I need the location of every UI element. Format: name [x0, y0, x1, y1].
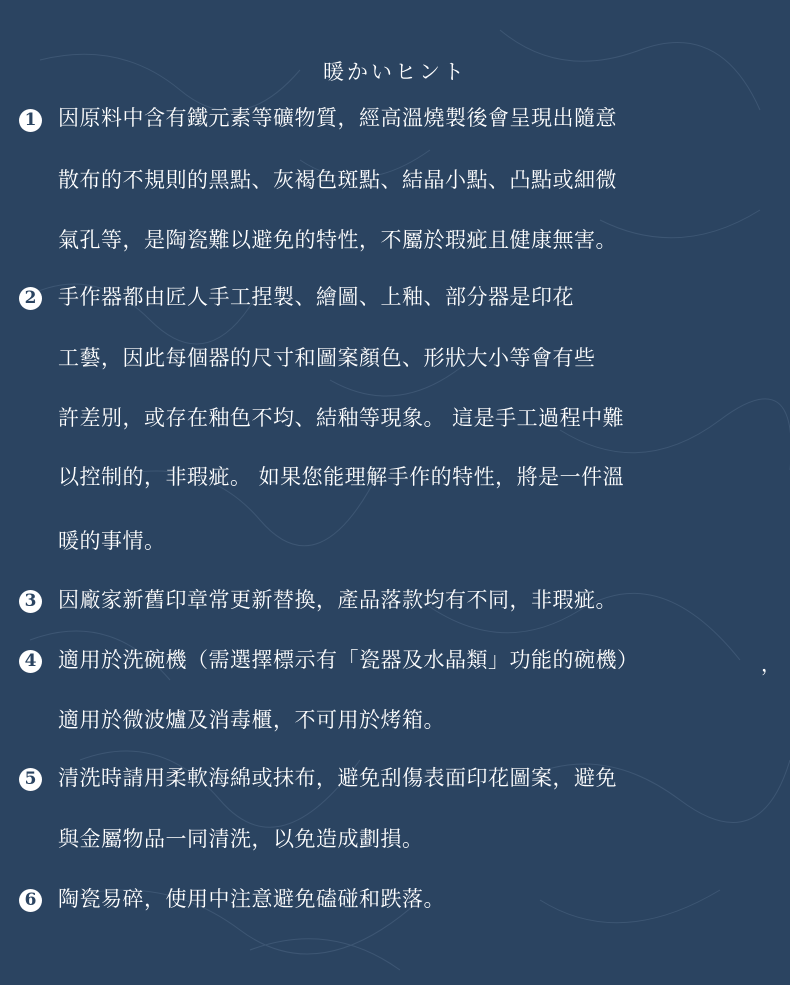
item-5-line-2: 與金屬物品一同清洗，以免造成劃損。	[58, 827, 424, 851]
item-1-line-3: 氣孔等，是陶瓷難以避免的特性，不屬於瑕疵且健康無害。	[58, 228, 617, 252]
page-title: 暖かいヒント	[323, 60, 467, 84]
item-2-line-4: 以控制的，非瑕疵。 如果您能理解手作的特性，將是一件溫	[58, 465, 625, 489]
item-2-line-1: 手作器都由匠人手工捏製、繪圖、上釉、部分器是印花	[58, 285, 574, 309]
item-2-line-3: 許差別，或存在釉色不均、結釉等現象。 這是手工過程中難	[58, 406, 625, 430]
number-badge-4: 4	[19, 650, 42, 673]
item-4-line-1: 適用於洗碗機（需選擇標示有「瓷器及水晶類」功能的碗機）	[58, 648, 639, 672]
number-badge-2: 2	[19, 287, 42, 310]
item-3-line-1: 因廠家新舊印章常更新替換，產品落款均有不同，非瑕疵。	[58, 588, 617, 612]
item-5-line-1: 清洗時請用柔軟海綿或抹布，避免刮傷表面印花圖案，避免	[58, 766, 617, 790]
item-4-line-2: 適用於微波爐及消毒櫃，不可用於烤箱。	[58, 708, 445, 732]
item-2-line-5: 暖的事情。	[58, 529, 166, 553]
item-1-line-1: 因原料中含有鐵元素等礦物質，經高溫燒製後會呈現出隨意	[58, 106, 617, 130]
number-badge-1: 1	[19, 109, 42, 132]
item-2-line-2: 工藝，因此每個器的尺寸和圖案顏色、形狀大小等會有些	[58, 346, 596, 370]
number-badge-5: 5	[19, 768, 42, 791]
stray-comma-mark: ，	[761, 652, 781, 676]
number-badge-3: 3	[19, 590, 42, 613]
number-badge-6: 6	[19, 889, 42, 912]
item-6-line-1: 陶瓷易碎，使用中注意避免磕碰和跌落。	[58, 887, 445, 911]
item-1-line-2: 散布的不規則的黑點、灰褐色斑點、結晶小點、凸點或細微	[58, 168, 617, 192]
